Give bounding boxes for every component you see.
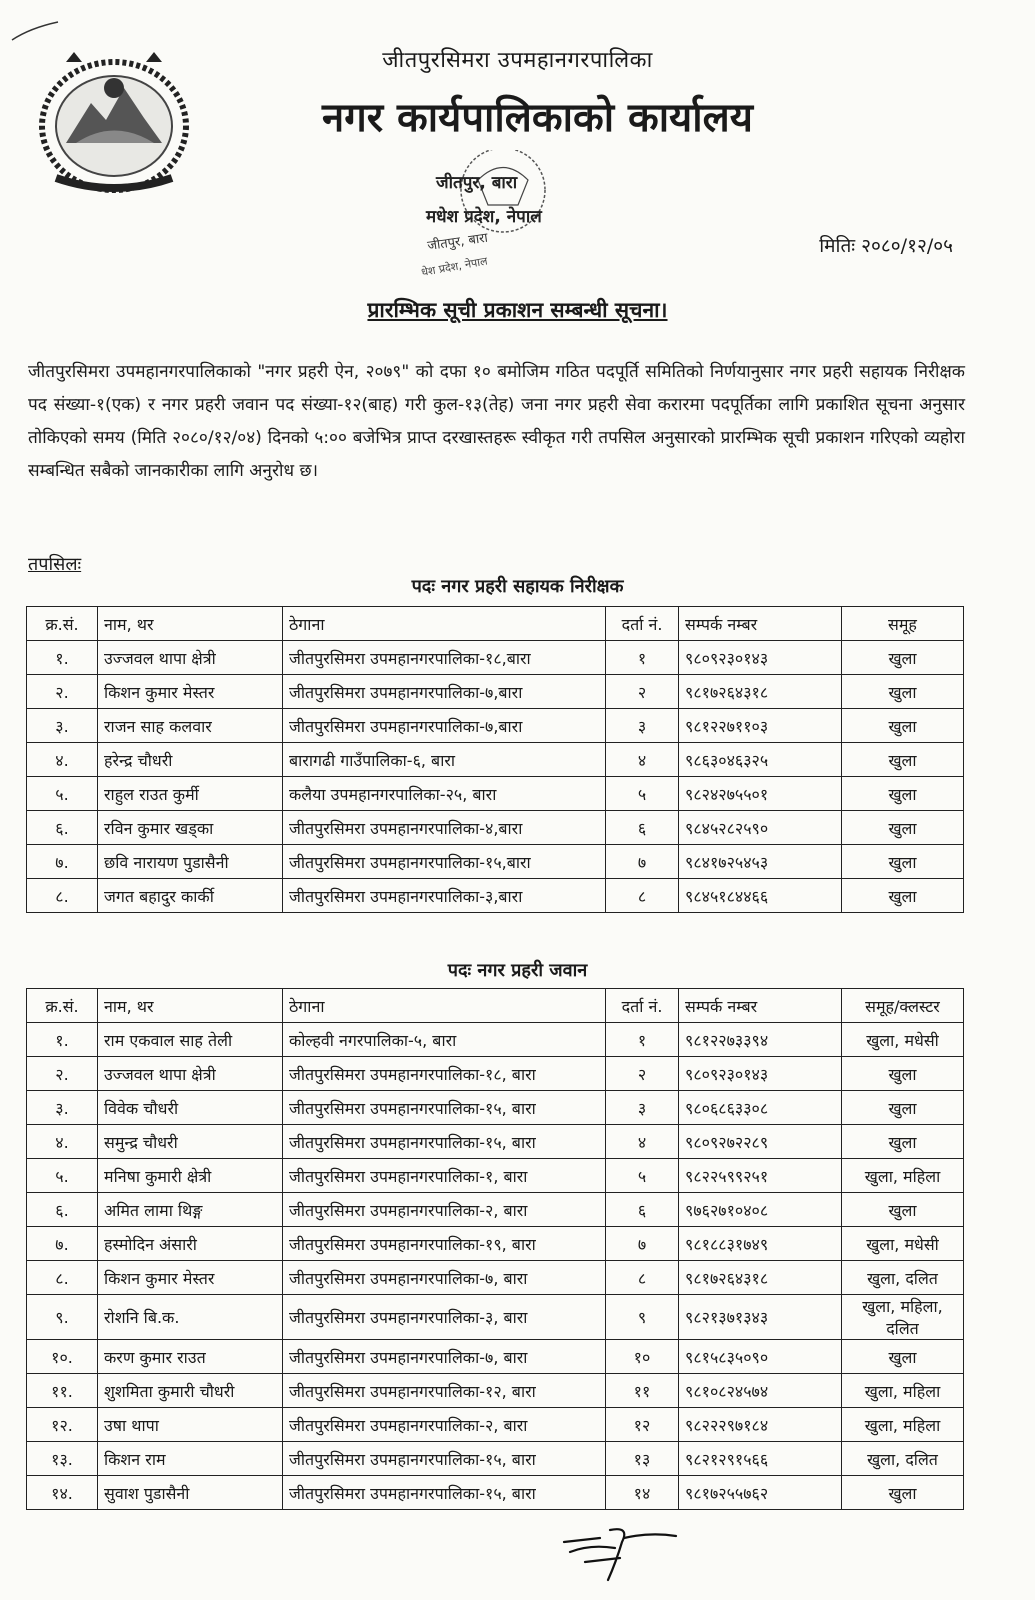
notice-subject-text: प्रारम्भिक सूची प्रकाशन सम्बन्धी सूचना।: [367, 298, 668, 322]
row-group: खुला: [842, 879, 964, 913]
row-phone: ९८०९२३०१४३: [679, 1057, 842, 1091]
row-name: राम एकवाल साह तेली: [98, 1023, 283, 1057]
row-address: जीतपुरसिमरा उपमहानगरपालिका-२, बारा: [283, 1193, 606, 1227]
row-reg-no: १: [606, 1023, 679, 1057]
row-phone: ९८४५२८२५९०: [679, 811, 842, 845]
office-stamp: [408, 150, 598, 290]
row-phone: ९८२१२९१५६६: [679, 1442, 842, 1476]
row-reg-no: ८: [606, 879, 679, 913]
row-reg-no: ६: [606, 811, 679, 845]
row-name: हरेन्द्र चौधरी: [98, 743, 283, 777]
col-sn: क्र.सं.: [27, 607, 98, 641]
row-sn: ४.: [27, 1125, 98, 1159]
row-reg-no: ४: [606, 743, 679, 777]
row-name: जगत बहादुर कार्की: [98, 879, 283, 913]
row-group: खुला: [842, 811, 964, 845]
row-phone: ९८२२५९९२५१: [679, 1159, 842, 1193]
table-row: [27, 1057, 964, 1091]
row-reg-no: २: [606, 1057, 679, 1091]
row-sn: १३.: [27, 1442, 98, 1476]
row-phone: ९८१७२६४३१८: [679, 1261, 842, 1295]
row-address: जीतपुरसिमरा उपमहानगरपालिका-१२, बारा: [283, 1374, 606, 1408]
row-phone: ९८०९२७२२८९: [679, 1125, 842, 1159]
row-phone: ९७६२७१०४०८: [679, 1193, 842, 1227]
row-name: करण कुमार राउत: [98, 1340, 283, 1374]
stamp-line-4: धेश प्रदेश, नेपाल: [420, 254, 489, 279]
row-sn: ३.: [27, 1091, 98, 1125]
row-address: जीतपुरसिमरा उपमहानगरपालिका-२, बारा: [283, 1408, 606, 1442]
table-row: [27, 1159, 964, 1193]
signature: [560, 1522, 680, 1582]
row-address: जीतपुरसिमरा उपमहानगरपालिका-४,बारा: [283, 811, 606, 845]
row-group: खुला: [842, 743, 964, 777]
row-address: जीतपुरसिमरा उपमहानगरपालिका-१५,बारा: [283, 845, 606, 879]
table-row: [27, 845, 964, 879]
table-row: [27, 675, 964, 709]
row-reg-no: ५: [606, 1159, 679, 1193]
row-address: जीतपुरसिमरा उपमहानगरपालिका-१५, बारा: [283, 1442, 606, 1476]
col-phone: सम्पर्क नम्बर: [679, 989, 842, 1023]
row-group: खुला: [842, 1476, 964, 1510]
row-sn: ५.: [27, 1159, 98, 1193]
row-name: हस्मोदिन अंसारी: [98, 1227, 283, 1261]
row-address: जीतपुरसिमरा उपमहानगरपालिका-१५, बारा: [283, 1476, 606, 1510]
table-row: [27, 743, 964, 777]
row-group: खुला, दलित: [842, 1442, 964, 1476]
row-sn: ७.: [27, 1227, 98, 1261]
table-row: [27, 811, 964, 845]
row-phone: ९८६३०४६३२५: [679, 743, 842, 777]
row-group: खुला: [842, 845, 964, 879]
row-group: खुला, महिला: [842, 1408, 964, 1442]
row-sn: ६.: [27, 1193, 98, 1227]
row-reg-no: १२: [606, 1408, 679, 1442]
row-group: खुला, महिला: [842, 1159, 964, 1193]
table-row: [27, 1374, 964, 1408]
table-row: [27, 1476, 964, 1510]
row-group: खुला: [842, 1340, 964, 1374]
row-sn: ९.: [27, 1295, 98, 1340]
row-address: जीतपुरसिमरा उपमहानगरपालिका-१८, बारा: [283, 1057, 606, 1091]
row-sn: १.: [27, 641, 98, 675]
table-row: [27, 1023, 964, 1057]
row-name: समुन्द्र चौधरी: [98, 1125, 283, 1159]
row-phone: ९८०९२३०१४३: [679, 641, 842, 675]
row-address: जीतपुरसिमरा उपमहानगरपालिका-१९, बारा: [283, 1227, 606, 1261]
row-address: जीतपुरसिमरा उपमहानगरपालिका-७, बारा: [283, 1340, 606, 1374]
col-sn: क्र.सं.: [27, 989, 98, 1023]
row-sn: ८.: [27, 1261, 98, 1295]
row-phone: ९८१७२५५७६२: [679, 1476, 842, 1510]
table-row: [27, 879, 964, 913]
row-sn: १२.: [27, 1408, 98, 1442]
row-group: खुला: [842, 777, 964, 811]
row-sn: २.: [27, 675, 98, 709]
row-phone: ९८२२२९७१८४: [679, 1408, 842, 1442]
row-group: खुला, मधेसी: [842, 1023, 964, 1057]
row-name: शुशमिता कुमारी चौधरी: [98, 1374, 283, 1408]
col-phone: सम्पर्क नम्बर: [679, 607, 842, 641]
row-group: खुला: [842, 641, 964, 675]
row-sn: १.: [27, 1023, 98, 1057]
row-name: उषा थापा: [98, 1408, 283, 1442]
row-reg-no: १३: [606, 1442, 679, 1476]
row-address: जीतपुरसिमरा उपमहानगरपालिका-१, बारा: [283, 1159, 606, 1193]
row-reg-no: १०: [606, 1340, 679, 1374]
row-reg-no: ११: [606, 1374, 679, 1408]
row-group: खुला, दलित: [842, 1261, 964, 1295]
row-name: रोशनि बि.क.: [98, 1295, 283, 1340]
row-address: जीतपुरसिमरा उपमहानगरपालिका-७,बारा: [283, 709, 606, 743]
row-sn: १०.: [27, 1340, 98, 1374]
row-phone: ९८१५८३५०९०: [679, 1340, 842, 1374]
row-reg-no: ४: [606, 1125, 679, 1159]
table2-title: पदः नगर प्रहरी जवान: [447, 960, 588, 981]
col-name: नाम, थर: [98, 607, 283, 641]
col-group: समूह: [842, 607, 964, 641]
row-address: जीतपुरसिमरा उपमहानगरपालिका-१८,बारा: [283, 641, 606, 675]
row-phone: ९८२४२७५५०१: [679, 777, 842, 811]
row-reg-no: ५: [606, 777, 679, 811]
notice-subject: [0, 296, 1035, 324]
row-group: खुला: [842, 675, 964, 709]
row-address: जीतपुरसिमरा उपमहानगरपालिका-३, बारा: [283, 1295, 606, 1340]
row-sn: ५.: [27, 777, 98, 811]
office-subtitle: जीतपुरसिमरा उपमहानगरपालिका: [382, 48, 653, 73]
row-reg-no: ९: [606, 1295, 679, 1340]
row-address: बारागढी गाउँपालिका-६, बारा: [283, 743, 606, 777]
tapasil-label: तपसिलः: [28, 554, 82, 575]
row-sn: ७.: [27, 845, 98, 879]
table1-title: पदः नगर प्रहरी सहायक निरीक्षक: [411, 576, 624, 597]
row-name: किशन राम: [98, 1442, 283, 1476]
row-phone: ९८१२२७११०३: [679, 709, 842, 743]
row-phone: ९८१७२६४३१८: [679, 675, 842, 709]
row-name: राजन साह कलवार: [98, 709, 283, 743]
row-reg-no: १: [606, 641, 679, 675]
row-group: खुला: [842, 1057, 964, 1091]
table-header-row: [27, 607, 964, 641]
row-name: किशन कुमार मेस्तर: [98, 675, 283, 709]
col-group: समूह/क्लस्टर: [842, 989, 964, 1023]
police-constable-table: [26, 988, 964, 1510]
row-name: सुवाश पुडासैनी: [98, 1476, 283, 1510]
row-phone: ९८२१३७१३४३: [679, 1295, 842, 1340]
row-sn: ३.: [27, 709, 98, 743]
row-sn: २.: [27, 1057, 98, 1091]
date: मितिः २०८०/१२/०५: [819, 235, 953, 257]
table-row: [27, 641, 964, 675]
stamp-line-1: जीतपुर, बारा: [436, 173, 518, 193]
row-sn: ६.: [27, 811, 98, 845]
pen-mark: [10, 20, 60, 44]
row-group: खुला, महिला, दलित: [842, 1295, 964, 1340]
row-phone: ९८४१७२५४५३: [679, 845, 842, 879]
row-reg-no: १४: [606, 1476, 679, 1510]
row-phone: ९८०६८६३३०८: [679, 1091, 842, 1125]
row-reg-no: ८: [606, 1261, 679, 1295]
row-group: खुला: [842, 1125, 964, 1159]
row-name: किशन कुमार मेस्तर: [98, 1261, 283, 1295]
row-address: कोल्हवी नगरपालिका-५, बारा: [283, 1023, 606, 1057]
row-reg-no: ७: [606, 1227, 679, 1261]
row-name: अमित लामा थिङ्ग: [98, 1193, 283, 1227]
row-name: उज्जवल थापा क्षेत्री: [98, 641, 283, 675]
row-name: रविन कुमार खड्का: [98, 811, 283, 845]
table-row: [27, 709, 964, 743]
row-reg-no: २: [606, 675, 679, 709]
row-sn: ८.: [27, 879, 98, 913]
table-row: [27, 1091, 964, 1125]
table-row: [27, 1125, 964, 1159]
office-title: नगर कार्यपालिकाको कार्यालय: [322, 95, 753, 141]
table-header-row: [27, 989, 964, 1023]
row-address: जीतपुरसिमरा उपमहानगरपालिका-१५, बारा: [283, 1125, 606, 1159]
col-address: ठेगाना: [283, 607, 606, 641]
row-name: उज्जवल थापा क्षेत्री: [98, 1057, 283, 1091]
row-group: खुला: [842, 1193, 964, 1227]
table-row: [27, 777, 964, 811]
row-address: जीतपुरसिमरा उपमहानगरपालिका-३,बारा: [283, 879, 606, 913]
row-reg-no: ६: [606, 1193, 679, 1227]
row-address: जीतपुरसिमरा उपमहानगरपालिका-७, बारा: [283, 1261, 606, 1295]
table-row: [27, 1408, 964, 1442]
table-row: [27, 1261, 964, 1295]
assistant-inspector-table: [26, 606, 964, 913]
stamp-line-2: मधेश प्रदेश, नेपाल: [426, 207, 542, 227]
row-sn: ४.: [27, 743, 98, 777]
row-group: खुला, महिला: [842, 1374, 964, 1408]
row-name: मनिषा कुमारी क्षेत्री: [98, 1159, 283, 1193]
col-address: ठेगाना: [283, 989, 606, 1023]
row-phone: ९८१२२७३३९४: [679, 1023, 842, 1057]
row-group: खुला: [842, 1091, 964, 1125]
row-address: जीतपुरसिमरा उपमहानगरपालिका-७,बारा: [283, 675, 606, 709]
table-row: [27, 1295, 964, 1340]
row-sn: १४.: [27, 1476, 98, 1510]
row-reg-no: ७: [606, 845, 679, 879]
col-reg-no: दर्ता नं.: [606, 989, 679, 1023]
notice-body: जीतपुरसिमरा उपमहानगरपालिकाको "नगर प्रहरी ऐन, २०७९" को दफा १० बमोजिम गठित पदपूर्ति समितिको निर्णयानुसार नगर प्रहरी सहायक निरीक्षक पद संख्या-१(एक) र नगर प्रहरी जवान पद संख्या-१२(बाह) गरी कुल-१३(तेह) जना नगर प्रहरी सेवा करारमा पदपूर्तिका लागि प्रकाशित सूचना अनुसार तोकिएको समय (मिति २०८०/१२/०४) दिनको ५:०० बजेभित्र प्राप्त दरखास्तहरू स्वीकृत गरी तपसिल अनुसारको प्रारम्भिक सूची प्रकाशन गरिएको व्यहोरा सम्बन्धित सबैको जानकारीका लागि अनुरोध छ।: [28, 362, 965, 481]
row-reg-no: ३: [606, 1091, 679, 1125]
row-group: खुला: [842, 709, 964, 743]
row-name: विवेक चौधरी: [98, 1091, 283, 1125]
table-row: [27, 1227, 964, 1261]
row-name: राहुल राउत कुर्मी: [98, 777, 283, 811]
row-name: छवि नारायण पुडासैनी: [98, 845, 283, 879]
stamp-line-3: जीतपुर, बारा: [426, 230, 489, 254]
table-row: [27, 1193, 964, 1227]
col-reg-no: दर्ता नं.: [606, 607, 679, 641]
row-phone: ९८१८८३१७४९: [679, 1227, 842, 1261]
row-address: कलैया उपमहानगरपालिका-२५, बारा: [283, 777, 606, 811]
row-address: जीतपुरसिमरा उपमहानगरपालिका-१५, बारा: [283, 1091, 606, 1125]
table-row: [27, 1442, 964, 1476]
row-phone: ९८१०८२४५७४: [679, 1374, 842, 1408]
row-phone: ९८४५१८४४६६: [679, 879, 842, 913]
row-reg-no: ३: [606, 709, 679, 743]
col-name: नाम, थर: [98, 989, 283, 1023]
table-row: [27, 1340, 964, 1374]
row-group: खुला, मधेसी: [842, 1227, 964, 1261]
row-sn: ११.: [27, 1374, 98, 1408]
